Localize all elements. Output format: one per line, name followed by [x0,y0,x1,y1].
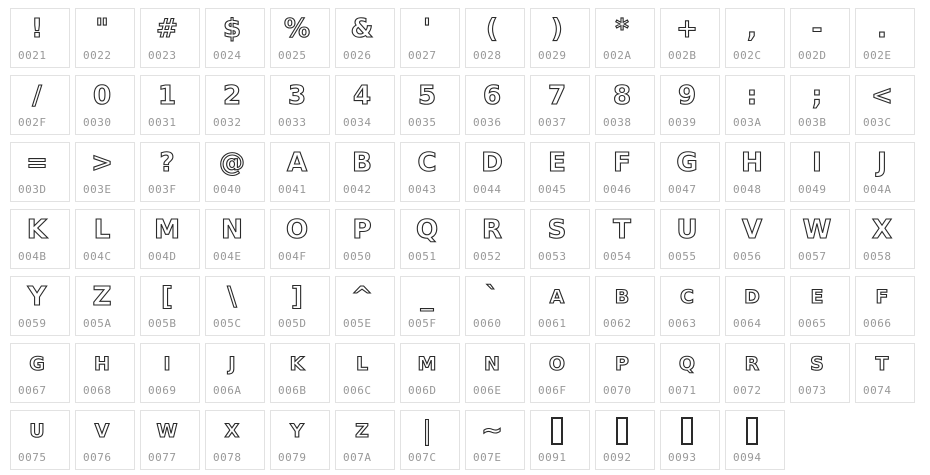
glyph-code-label: 0040 [213,183,242,196]
glyph-cell-0034[interactable] [335,75,395,135]
glyph-code-label: 0034 [343,116,372,129]
glyph-code-label: 007C [408,451,437,464]
glyph-cell-0078[interactable] [205,410,265,470]
glyph-cell-004F[interactable] [270,209,330,269]
glyph-code-label: 0059 [18,317,47,330]
glyph-char: B [614,285,630,308]
glyph-code-label: 0032 [213,116,242,129]
glyph-code-label: 0022 [83,49,112,62]
glyph-cell-0030[interactable] [75,75,135,135]
glyph-cell-005B[interactable] [140,276,200,336]
glyph-code-label: 006E [473,384,502,397]
glyph-code-label: 002A [603,49,632,62]
glyph-code-label: 0045 [538,183,567,196]
glyph-code-label: 0021 [18,49,47,62]
notdef-glyph [595,411,651,451]
glyph-cell-0056[interactable] [725,209,785,269]
glyph-char: . [877,14,887,44]
glyph-char: J [228,352,236,375]
glyph-char: : [746,81,758,111]
glyph-cell-0093[interactable] [660,410,720,470]
glyph-char: P [615,352,629,375]
glyph-code-label: 0062 [603,317,632,330]
glyph-char: 5 [417,81,437,111]
glyph-char: 1 [157,81,177,111]
glyph-char: M [154,215,180,245]
glyph-char: I [812,148,822,178]
glyph-code-label: 0058 [863,250,892,263]
glyph-code-label: 0069 [148,384,177,397]
glyph-cell-006A[interactable] [205,343,265,403]
glyph-char: A [286,148,308,178]
glyph-char: C [417,148,437,178]
glyph-cell-007A[interactable] [335,410,395,470]
glyph-cell-0079[interactable] [270,410,330,470]
glyph-cell-0042[interactable] [335,142,395,202]
glyph-char: L [355,352,369,375]
glyph-code-label: 0051 [408,250,437,263]
glyph-char: A [549,285,565,308]
glyph-cell-0064[interactable] [725,276,785,336]
glyph-char: ` [485,282,499,312]
glyph-cell-003A[interactable] [725,75,785,135]
glyph-cell-0073[interactable] [790,343,850,403]
glyph-char: K [289,352,305,375]
glyph-code-label: 0060 [473,317,502,330]
glyph-cell-0031[interactable] [140,75,200,135]
glyph-cell-0061[interactable] [530,276,590,336]
glyph-cell-0022[interactable] [75,8,135,68]
glyph-code-label: 0026 [343,49,372,62]
glyph-char: = [26,148,48,178]
glyph-cell-0029[interactable] [530,8,590,68]
glyph-code-label: 0029 [538,49,567,62]
glyph-char: Y [290,419,304,442]
glyph-cell-0038[interactable] [595,75,655,135]
glyph-cell-007C[interactable] [400,410,460,470]
glyph-code-label: 0030 [83,116,112,129]
glyph-char: L [93,215,111,245]
glyph-code-label: 0053 [538,250,567,263]
glyph-cell-0075[interactable] [10,410,70,470]
glyph-cell-0027[interactable] [400,8,460,68]
glyph-code-label: 0050 [343,250,372,263]
glyph-cell-002B[interactable] [660,8,720,68]
glyph-cell-0021[interactable] [10,8,70,68]
glyph-char: > [91,148,113,178]
glyph-code-label: 0024 [213,49,242,62]
glyph-code-label: 002C [733,49,762,62]
glyph-code-label: 0031 [148,116,177,129]
glyph-cell-002F[interactable] [10,75,70,135]
glyph-code-label: 003E [83,183,112,196]
glyph-cell-003E[interactable] [75,142,135,202]
glyph-char: Q [415,215,439,245]
glyph-code-label: 0074 [863,384,892,397]
glyph-char: J [877,148,887,178]
glyph-cell-0024[interactable] [205,8,265,68]
glyph-char: O [285,215,309,245]
glyph-code-label: 004F [278,250,307,263]
glyph-code-label: 005B [148,317,177,330]
glyph-cell-005D[interactable] [270,276,330,336]
glyph-cell-004A[interactable] [855,142,915,202]
glyph-cell-003D[interactable] [10,142,70,202]
glyph-code-label: 002B [668,49,697,62]
glyph-char: W [802,215,832,245]
glyph-cell-002C[interactable] [725,8,785,68]
glyph-code-label: 005F [408,317,437,330]
glyph-code-label: 0038 [603,116,632,129]
glyph-char: " [95,14,109,44]
glyph-cell-0045[interactable] [530,142,590,202]
glyph-code-label: 006C [343,384,372,397]
glyph-char: D [481,148,503,178]
glyph-code-label: 0072 [733,384,762,397]
glyph-code-label: 003C [863,116,892,129]
glyph-cell-0065[interactable] [790,276,850,336]
glyph-char: 8 [612,81,632,111]
glyph-char: V [94,419,110,442]
glyph-code-label: 0055 [668,250,697,263]
glyph-cell-0050[interactable] [335,209,395,269]
notdef-glyph [725,411,781,451]
glyph-code-label: 0065 [798,317,827,330]
glyph-code-label: 0033 [278,116,307,129]
glyph-code-label: 0043 [408,183,437,196]
glyph-cell-005F[interactable] [400,276,460,336]
glyph-char: ' [423,14,431,44]
glyph-char: T [613,215,631,245]
glyph-code-label: 0044 [473,183,502,196]
glyph-cell-0055[interactable] [660,209,720,269]
glyph-cell-004D[interactable] [140,209,200,269]
glyph-code-label: 0077 [148,451,177,464]
glyph-char: 2 [222,81,242,111]
glyph-cell-0063[interactable] [660,276,720,336]
glyph-code-label: 006D [408,384,437,397]
glyph-cell-005A[interactable] [75,276,135,336]
glyph-cell-0059[interactable] [10,276,70,336]
glyph-code-label: 0056 [733,250,762,263]
glyph-char: N [221,215,243,245]
glyph-cell-0091[interactable] [530,410,590,470]
glyph-cell-0035[interactable] [400,75,460,135]
glyph-code-label: 0071 [668,384,697,397]
glyph-cell-0071[interactable] [660,343,720,403]
glyph-cell-0092[interactable] [595,410,655,470]
glyph-code-label: 0025 [278,49,307,62]
glyph-cell-003C[interactable] [855,75,915,135]
glyph-cell-0040[interactable] [205,142,265,202]
glyph-cell-0054[interactable] [595,209,655,269]
glyph-cell-0041[interactable] [270,142,330,202]
glyph-char: R [744,352,760,375]
glyph-char: ! [31,14,43,44]
glyph-char: F [613,148,631,178]
glyph-code-label: 005A [83,317,112,330]
glyph-cell-0058[interactable] [855,209,915,269]
glyph-char: B [352,148,372,178]
glyph-cell-006F[interactable] [530,343,590,403]
glyph-code-label: 0067 [18,384,47,397]
glyph-code-label: 0036 [473,116,502,129]
glyph-char: E [810,285,824,308]
glyph-char: H [94,352,110,375]
glyph-code-label: 0041 [278,183,307,196]
glyph-cell-0044[interactable] [465,142,525,202]
glyph-code-label: 004E [213,250,242,263]
glyph-char: ^ [351,282,373,312]
glyph-code-label: 003D [18,183,47,196]
glyph-char: [ [161,282,173,312]
glyph-cell-0067[interactable] [10,343,70,403]
glyph-code-label: 004D [148,250,177,263]
glyph-code-label: 002D [798,49,827,62]
glyph-char: T [875,352,889,375]
glyph-code-label: 0092 [603,451,632,464]
glyph-char: Z [355,419,369,442]
glyph-char: Z [92,282,112,312]
glyph-cell-0043[interactable] [400,142,460,202]
glyph-cell-0062[interactable] [595,276,655,336]
glyph-char: P [352,215,372,245]
glyph-code-label: 004B [18,250,47,263]
glyph-code-label: 006F [538,384,567,397]
glyph-char: N [484,352,500,375]
glyph-cell-005C[interactable] [205,276,265,336]
glyph-code-label: 0037 [538,116,567,129]
glyph-char: C [680,285,694,308]
glyph-cell-0051[interactable] [400,209,460,269]
glyph-code-label: 0066 [863,317,892,330]
glyph-char: V [741,215,763,245]
glyph-cell-0049[interactable] [790,142,850,202]
glyph-char: X [871,215,893,245]
glyph-char: ~ [481,416,503,446]
glyph-char: 9 [677,81,697,111]
glyph-char: X [224,419,240,442]
glyph-cell-0094[interactable] [725,410,785,470]
glyph-code-label: 0042 [343,183,372,196]
glyph-code-label: 006B [278,384,307,397]
glyph-code-label: 0028 [473,49,502,62]
glyph-code-label: 007E [473,451,502,464]
glyph-code-label: 0023 [148,49,177,62]
glyph-code-label: 0079 [278,451,307,464]
glyph-code-label: 0054 [603,250,632,263]
glyph-cell-0023[interactable] [140,8,200,68]
glyph-cell-0052[interactable] [465,209,525,269]
glyph-char: $ [222,14,242,44]
glyph-cell-004C[interactable] [75,209,135,269]
glyph-char: , [747,14,757,44]
glyph-cell-0046[interactable] [595,142,655,202]
glyph-code-label: 0049 [798,183,827,196]
glyph-code-label: 002E [863,49,892,62]
glyph-cell-004E[interactable] [205,209,265,269]
glyph-cell-0069[interactable] [140,343,200,403]
glyph-char: * [615,14,629,44]
glyph-code-label: 0073 [798,384,827,397]
glyph-char: < [871,81,893,111]
notdef-glyph [530,411,586,451]
glyph-code-label: 007A [343,451,372,464]
glyph-cell-0032[interactable] [205,75,265,135]
glyph-char: F [875,285,889,308]
glyph-char: @ [219,148,245,178]
glyph-cell-006D[interactable] [400,343,460,403]
glyph-char: U [29,419,45,442]
glyph-code-label: 0075 [18,451,47,464]
glyph-cell-0033[interactable] [270,75,330,135]
glyph-char: ] [291,282,303,312]
glyph-char: % [283,14,311,44]
glyph-char: I [163,352,171,375]
glyph-cell-005E[interactable] [335,276,395,336]
glyph-cell-0068[interactable] [75,343,135,403]
glyph-code-label: 0093 [668,451,697,464]
glyph-code-label: 0094 [733,451,762,464]
glyph-cell-0047[interactable] [660,142,720,202]
glyph-code-label: 0035 [408,116,437,129]
glyph-char: ( [486,14,498,44]
glyph-code-label: 0091 [538,451,567,464]
notdef-glyph [660,411,716,451]
glyph-code-label: 003F [148,183,177,196]
glyph-cell-002E[interactable] [855,8,915,68]
glyph-char: ; [811,81,823,111]
glyph-char: / [32,81,42,111]
glyph-cell-006C[interactable] [335,343,395,403]
glyph-cell-003F[interactable] [140,142,200,202]
glyph-code-label: 0063 [668,317,697,330]
glyph-cell-002D[interactable] [790,8,850,68]
glyph-char: S [810,352,824,375]
glyph-cell-0037[interactable] [530,75,590,135]
glyph-cell-0025[interactable] [270,8,330,68]
glyph-char: 0 [92,81,112,111]
glyph-cell-006B[interactable] [270,343,330,403]
glyph-cell-0076[interactable] [75,410,135,470]
glyph-char: U [676,215,698,245]
glyph-char: 3 [287,81,307,111]
glyph-cell-006E[interactable] [465,343,525,403]
glyph-cell-007E[interactable] [465,410,525,470]
glyph-char: \ [227,282,237,312]
glyph-char: ) [551,14,563,44]
glyph-char: # [156,14,178,44]
glyph-cell-0057[interactable] [790,209,850,269]
glyph-cell-0072[interactable] [725,343,785,403]
glyph-cell-002A[interactable] [595,8,655,68]
glyph-code-label: 004A [863,183,892,196]
glyph-cell-0066[interactable] [855,276,915,336]
glyph-cell-003B[interactable] [790,75,850,135]
glyph-code-label: 003B [798,116,827,129]
glyph-char: M [417,352,437,375]
glyph-code-label: 005E [343,317,372,330]
glyph-code-label: 002F [18,116,47,129]
glyph-code-label: 0048 [733,183,762,196]
glyph-code-label: 0027 [408,49,437,62]
glyph-code-label: 0061 [538,317,567,330]
glyph-code-label: 0039 [668,116,697,129]
glyph-char: G [676,148,698,178]
glyph-code-label: 0064 [733,317,762,330]
glyph-char: 4 [352,81,372,111]
glyph-cell-0070[interactable] [595,343,655,403]
glyph-char: R [481,215,503,245]
glyph-char: S [547,215,567,245]
glyph-char: & [350,14,374,44]
glyph-char: _ [420,282,434,312]
glyph-cell-0077[interactable] [140,410,200,470]
glyph-char: ? [159,148,175,178]
glyph-cell-004B[interactable] [10,209,70,269]
glyph-code-label: 0057 [798,250,827,263]
glyph-char: K [26,215,48,245]
glyph-cell-0074[interactable] [855,343,915,403]
glyph-cell-0028[interactable] [465,8,525,68]
glyph-char: D [744,285,760,308]
glyph-code-label: 0070 [603,384,632,397]
glyph-code-label: 0068 [83,384,112,397]
glyph-char: E [548,148,566,178]
glyph-code-label: 006A [213,384,242,397]
glyph-cell-0053[interactable] [530,209,590,269]
glyph-cell-0060[interactable] [465,276,525,336]
glyph-char: | [422,416,432,446]
glyph-code-label: 005D [278,317,307,330]
glyph-code-label: 0076 [83,451,112,464]
glyph-code-label: 0078 [213,451,242,464]
glyph-code-label: 003A [733,116,762,129]
glyph-char: O [548,352,566,375]
glyph-cell-0048[interactable] [725,142,785,202]
glyph-char: 6 [482,81,502,111]
glyph-cell-0036[interactable] [465,75,525,135]
glyph-code-label: 0047 [668,183,697,196]
glyph-char: G [29,352,45,375]
glyph-char: - [811,14,823,44]
glyph-char: H [741,148,763,178]
glyph-char: + [676,14,698,44]
glyph-char: W [156,419,178,442]
glyph-char: Q [678,352,696,375]
glyph-code-label: 0046 [603,183,632,196]
glyph-cell-0026[interactable] [335,8,395,68]
glyph-cell-0039[interactable] [660,75,720,135]
glyph-code-label: 004C [83,250,112,263]
glyph-code-label: 005C [213,317,242,330]
glyph-code-label: 0052 [473,250,502,263]
glyph-char: Y [27,282,47,312]
glyph-char: 7 [547,81,567,111]
